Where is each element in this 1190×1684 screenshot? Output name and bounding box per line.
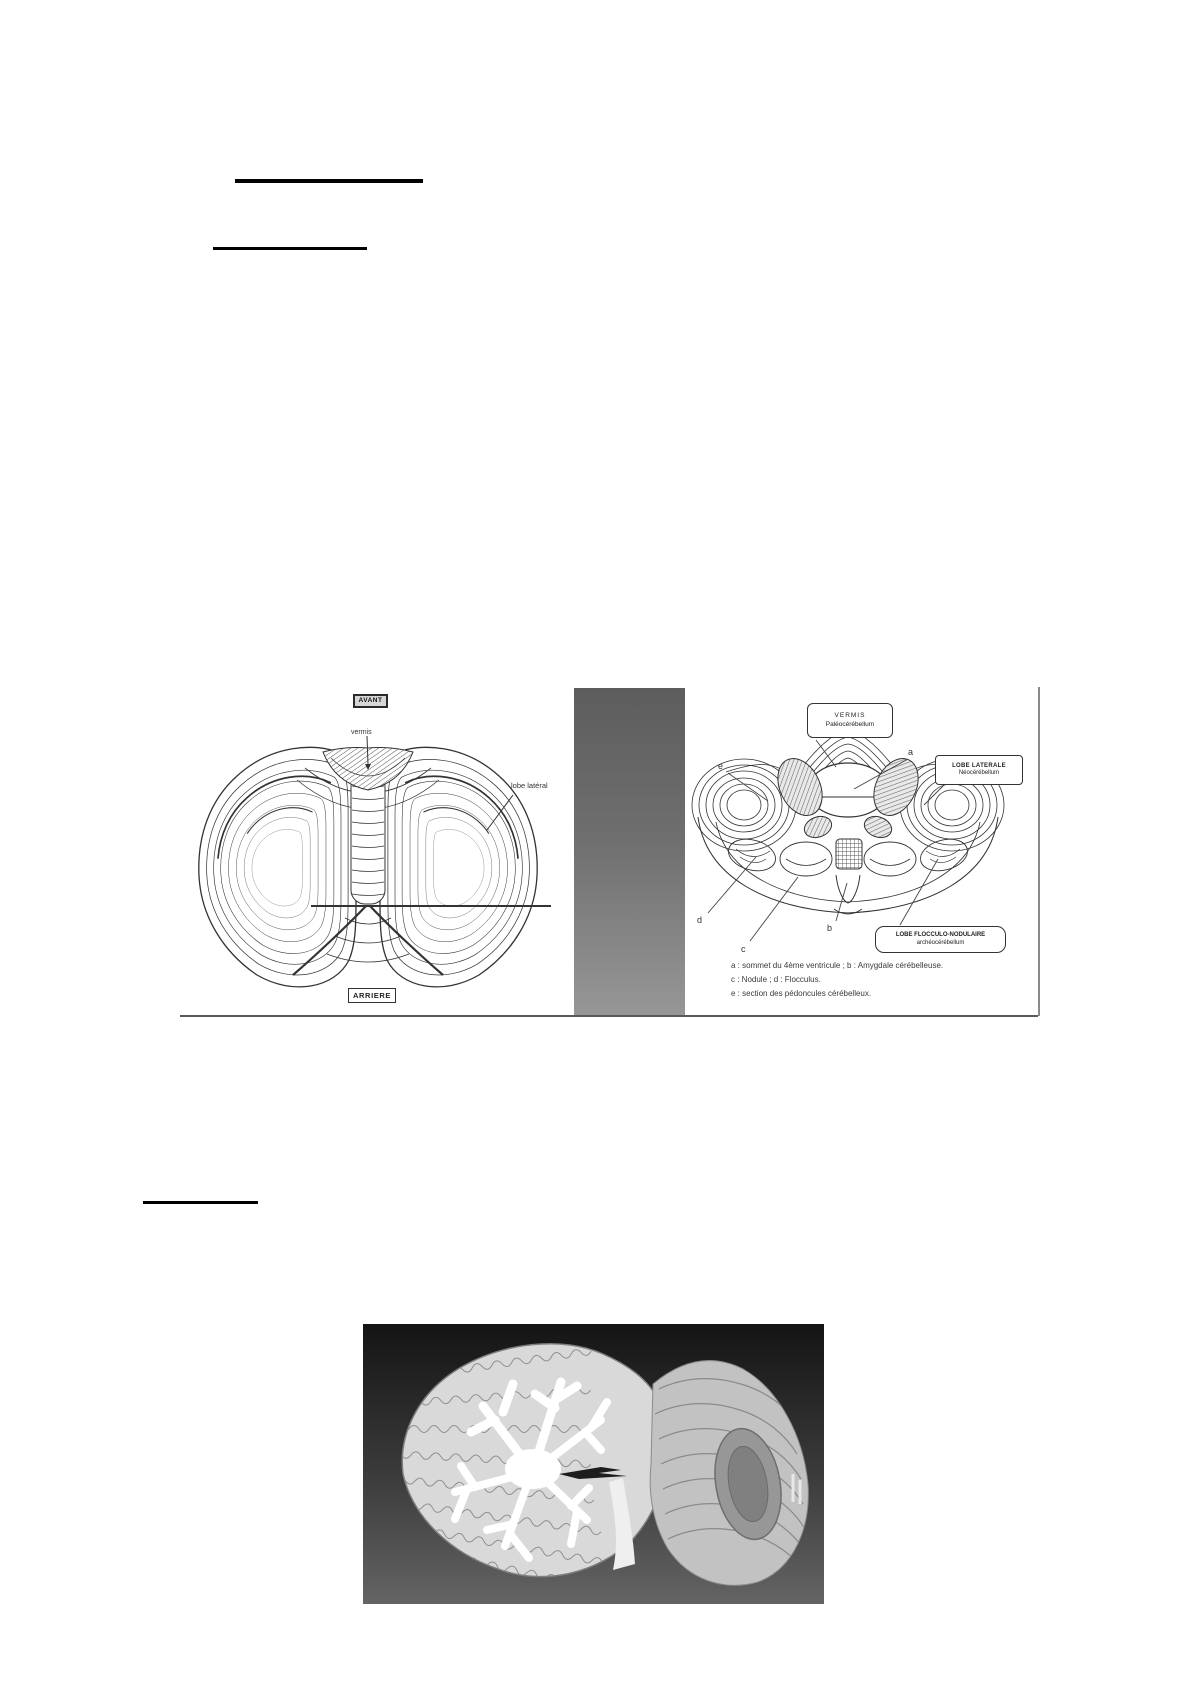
lateral-box-title: LOBE LATERALE: [952, 762, 1006, 769]
flocculo-box-title: LOBE FLOCCULO-NODULAIRE: [895, 932, 986, 938]
cerebellum-superior-view-drawing: [185, 688, 565, 1003]
lateral-lobe-box-label: [935, 755, 1023, 785]
marker-d: d: [697, 915, 703, 925]
arriere-text: ARRIERE: [353, 990, 391, 1000]
caption-line-2: c : Nodule ; d : Flocculus.: [731, 975, 821, 984]
avant-front-label: [353, 694, 388, 708]
marker-c: c: [741, 944, 746, 954]
vermis-label: vermis: [351, 729, 372, 736]
figure-caption: [731, 959, 981, 1001]
caption-line-3: e : section des pédoncules cérébelleux.: [731, 989, 872, 998]
vermis-box-label: [807, 703, 893, 738]
lateral-box-subtitle: Néocérébellum: [958, 770, 1000, 776]
vermis-box-subtitle: Paléocérébellum: [825, 720, 875, 728]
heading-underline-1: [235, 179, 423, 183]
marker-e-top: e: [718, 761, 724, 771]
figure-divider-gray-bar: [574, 688, 685, 1017]
flocculonodular-box-label: [875, 926, 1006, 953]
lateral-lobe-label: lobe latéral: [511, 781, 548, 790]
flocculo-box-subtitle: archéocérébellum: [916, 939, 965, 946]
marker-a: a: [908, 747, 914, 757]
cerebellum-sagittal-section-photo: [363, 1324, 824, 1604]
vermis-box-title: VERMIS: [834, 712, 866, 720]
heading-underline-3: [143, 1201, 258, 1204]
heading-underline-2: [213, 247, 367, 250]
marker-b: b: [827, 923, 833, 933]
avant-text: AVANT: [358, 696, 383, 704]
arriere-back-label: [348, 988, 396, 1003]
caption-line-1: a : sommet du 4ème ventricule ; b : Amygdale cérébelleuse.: [731, 961, 944, 970]
